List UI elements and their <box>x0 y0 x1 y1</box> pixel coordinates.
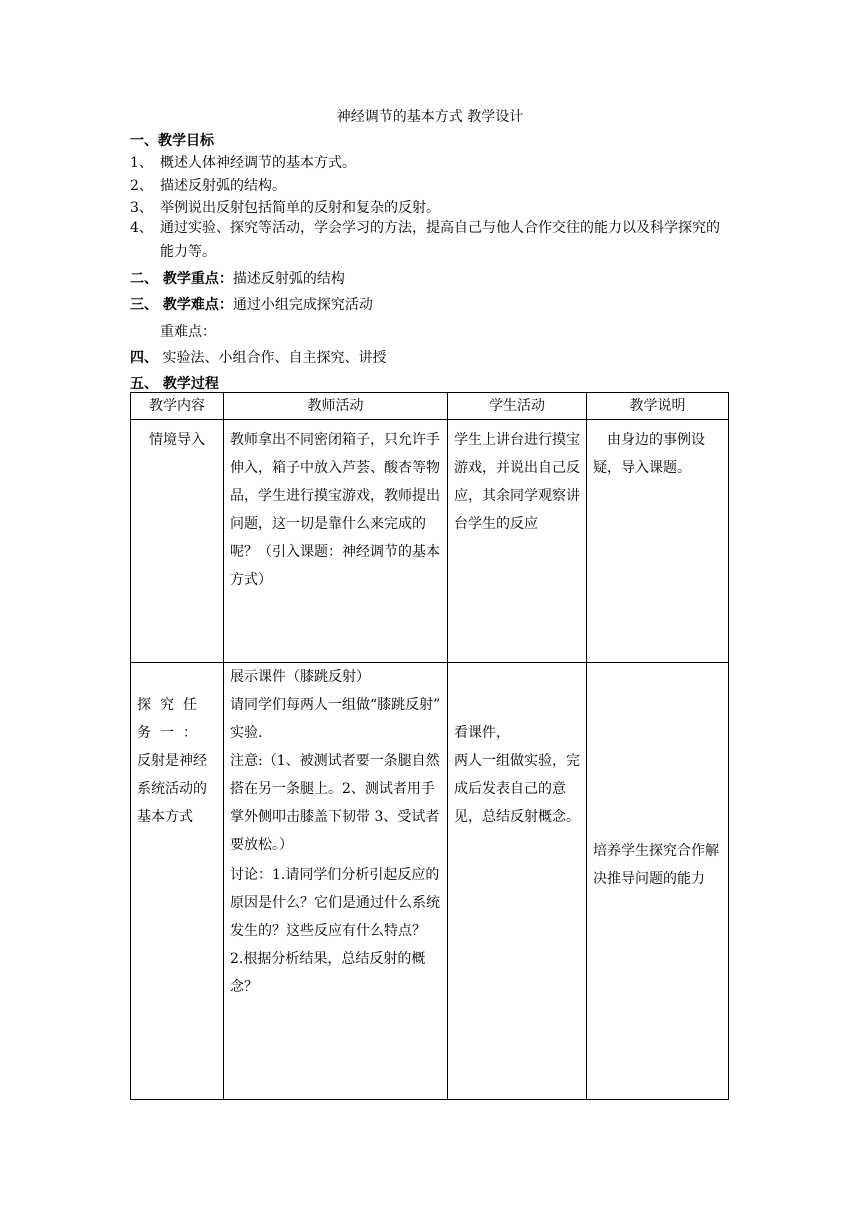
section-sub-label: 重难点： <box>160 324 216 340</box>
teacher-step: 讨论：1.请同学们分析引起反应的原因是什么？它们是通过什么系统发生的？这些反应有什么特点？ <box>230 867 440 939</box>
section-key-points <box>130 268 345 288</box>
header-cell: 教学内容 <box>131 393 224 420</box>
header-cell: 教学说明 <box>587 393 729 420</box>
teaching-note-cell <box>587 663 729 1100</box>
content-task-text: 反射是神经系统活动的基本方式 <box>137 753 207 825</box>
goal-text: 通过实验、探究等活动，学会学习的方法，提高自己与他人合作交往的能力以及科学探究的能力等。 <box>160 220 720 260</box>
content-cell <box>131 663 224 1100</box>
goal-number: 1、 <box>130 155 153 171</box>
teaching-note-cell: 由身边的事例设疑，导入课题。 <box>587 420 729 663</box>
teacher-step: 展示课件（膝跳反射） <box>230 669 370 685</box>
section-label: 三、 教学难点： <box>130 297 233 313</box>
goal-item <box>130 152 356 172</box>
header-cell: 学生活动 <box>448 393 587 420</box>
lesson-table <box>130 392 729 1100</box>
section-heading-process: 五、 教学过程 <box>130 376 219 392</box>
section-heading-goals: 一、教学目标 <box>130 133 214 149</box>
student-step: 两人一组做实验，完成后发表自己的意见，总结反射概念。 <box>454 753 580 825</box>
goal-item <box>130 197 440 217</box>
teacher-activity-cell <box>224 663 448 1100</box>
teacher-step: 注意:（1、被测试者要一条腿自然搭在另一条腿上。2、测试者用手掌外侧叩击膝盖下韧带 3、受试者要放松。） <box>230 753 440 853</box>
table-row <box>131 663 729 1100</box>
goal-item <box>130 175 286 195</box>
student-activity-cell: 学生上讲台进行摸宝游戏，并说出自己反应，其余同学观察讲台学生的反应 <box>448 420 587 663</box>
document-title: 神经调节的基本方式 教学设计 <box>336 109 524 125</box>
goal-text: 概述人体神经调节的基本方式。 <box>160 155 356 171</box>
teacher-step: 2.根据分析结果，总结反射的概念？ <box>230 951 426 995</box>
goal-text: 举例说出反射包括简单的反射和复杂的反射。 <box>160 200 440 216</box>
section-text: 描述反射弧的结构 <box>232 271 345 287</box>
section-label: 四、 <box>130 350 158 366</box>
section-label: 二、 教学重点： <box>130 271 233 287</box>
student-step: 看课件， <box>454 725 510 741</box>
content-cell: 情境导入 <box>131 420 224 663</box>
teaching-note: 培养学生探究合作解决推导问题的能力 <box>593 843 719 887</box>
table-row <box>131 420 729 663</box>
student-activity-cell <box>448 663 587 1100</box>
goal-text: 描述反射弧的结构。 <box>160 178 286 194</box>
goal-number: 3、 <box>130 200 153 216</box>
content-task-label: 探究任务一： <box>137 697 206 741</box>
table-header-row <box>131 393 729 420</box>
section-text: 通过小组完成探究活动 <box>232 297 373 313</box>
teacher-activity-cell: 教师拿出不同密闭箱子，只允许手伸入，箱子中放入芦荟、酸杏等物品，学生进行摸宝游戏，教师提出问题，这一切是靠什么来完成的呢？（引入课题：神经调节的基本方式） <box>224 420 448 663</box>
section-methods <box>130 347 386 367</box>
goal-item <box>130 216 732 264</box>
section-difficult-points <box>130 294 373 314</box>
teacher-step: 请同学们每两人一组做“膝跳反射” 实验. <box>230 697 441 741</box>
goal-number: 4、 <box>130 220 153 236</box>
goal-number: 2、 <box>130 178 153 194</box>
section-text: 实验法、小组合作、自主探究、讲授 <box>158 350 387 366</box>
header-cell: 教师活动 <box>224 393 448 420</box>
